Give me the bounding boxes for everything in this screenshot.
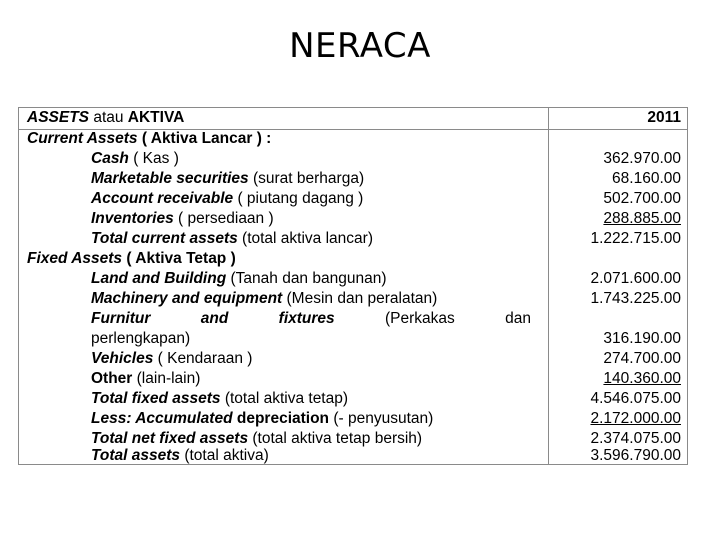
row-amount: 4.546.075.00	[590, 390, 681, 407]
current-assets-heading-en: Current Assets	[27, 130, 138, 147]
table-row	[19, 209, 687, 229]
row-label-id: (surat berharga)	[248, 170, 365, 187]
row-amount: 502.700.00	[603, 190, 681, 207]
table-row	[19, 269, 687, 289]
fixed-assets-heading	[19, 249, 687, 269]
row-label-en: Inventories	[91, 210, 174, 227]
row-amount: 3.596.790.00	[590, 447, 681, 464]
header-assets-id: AKTIVA	[127, 109, 185, 126]
row-label-en: Machinery and equipment	[91, 290, 283, 307]
table-row	[19, 149, 687, 169]
row-label-en-2: depreciation	[236, 410, 330, 427]
header-assets-en: ASSETS	[27, 109, 90, 126]
header-year: 2011	[647, 109, 681, 126]
row-amount: 68.160.00	[612, 170, 681, 187]
row-label-id: (total aktiva tetap)	[220, 390, 349, 407]
row-label-en: Other	[91, 370, 133, 387]
table-row	[19, 369, 687, 389]
fixed-assets-heading-id: ( Aktiva Tetap )	[122, 250, 236, 267]
row-label-en: Less: Accumulated	[91, 410, 237, 427]
row-amount: 2.172.000.00	[590, 410, 681, 427]
row-amount: 316.190.00	[603, 330, 681, 347]
row-amount: 288.885.00	[603, 210, 681, 227]
total-fixed-assets-row	[19, 389, 687, 409]
fixed-assets-heading-en: Fixed Assets	[27, 250, 123, 267]
accumulated-depreciation-row	[19, 409, 687, 429]
header-assets-mid: atau	[89, 109, 128, 126]
total-assets-row	[19, 446, 687, 466]
header-row	[19, 108, 687, 128]
row-label-id: (Tanah dan bangunan)	[226, 270, 387, 287]
row-label-en: Total net fixed assets	[91, 430, 249, 447]
row-label-en: Account receivable	[91, 190, 234, 207]
row-amount: 140.360.00	[603, 370, 681, 387]
header-label	[27, 108, 184, 128]
table-row	[19, 349, 687, 369]
row-label-en: Total current assets	[91, 230, 238, 247]
row-label-id: (total aktiva lancar)	[237, 230, 373, 247]
balance-sheet-table	[18, 107, 688, 465]
row-label-id: ( persediaan )	[173, 210, 274, 227]
total-current-assets-row	[19, 229, 687, 249]
current-assets-heading	[19, 129, 687, 149]
row-label-en: Total assets	[91, 447, 181, 464]
row-label-id: ( Kas )	[128, 150, 179, 167]
row-amount: 1.743.225.00	[590, 290, 681, 307]
row-label-en: Vehicles	[91, 350, 154, 367]
row-label-id: ( piutang dagang )	[233, 190, 364, 207]
row-amount: 2.071.600.00	[590, 270, 681, 287]
row-label-en: Total fixed assets	[91, 390, 221, 407]
row-amount: 1.222.715.00	[590, 230, 681, 247]
row-label-en: Land and Building	[91, 270, 227, 287]
row-label-id: (Mesin dan peralatan)	[282, 290, 438, 307]
row-label-id: ( Kendaraan )	[153, 350, 253, 367]
table-row	[19, 169, 687, 189]
row-amount: 2.374.075.00	[590, 430, 681, 447]
row-label-id: (total aktiva tetap bersih)	[248, 430, 423, 447]
table-row	[19, 289, 687, 309]
table-row	[19, 189, 687, 209]
current-assets-heading-id: ( Aktiva Lancar ) :	[137, 130, 272, 147]
page-title: NERACA	[289, 26, 431, 66]
row-label-id: (total aktiva)	[180, 447, 269, 464]
furnitur-label: Furnitur and fixtures (Perkakas dan	[91, 310, 531, 327]
row-amount: 274.700.00	[603, 350, 681, 367]
row-label-en: Marketable securities	[91, 170, 249, 187]
row-label-en: Cash	[91, 150, 129, 167]
table-row	[19, 329, 687, 349]
row-label-id: (- penyusutan)	[329, 410, 434, 427]
row-label-id: (lain-lain)	[132, 370, 201, 387]
table-row	[19, 309, 687, 329]
row-amount: 362.970.00	[603, 150, 681, 167]
furnitur-label-line2: perlengkapan)	[91, 330, 191, 347]
